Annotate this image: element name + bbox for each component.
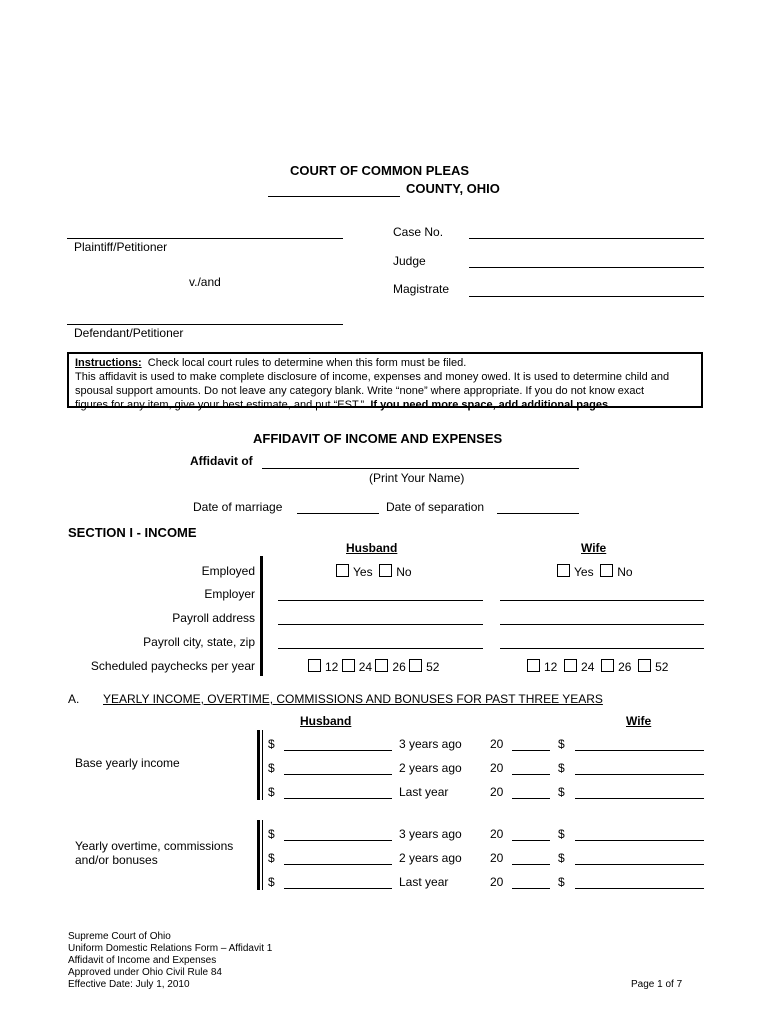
instructions-line4-bold: If you need more space, add additional pages. — [370, 399, 612, 411]
instructions-heading: Instructions: — [75, 357, 142, 369]
wife-base-2yr-line[interactable] — [575, 774, 704, 775]
currency-sign: $ — [558, 875, 565, 889]
currency-sign: $ — [268, 785, 275, 799]
wife-employed-yes-checkbox[interactable] — [557, 564, 570, 577]
wife-ot-2yr-line[interactable] — [575, 864, 704, 865]
husband-ot-3yr-line[interactable] — [284, 840, 392, 841]
case-no-field-line[interactable] — [469, 238, 704, 239]
husband-base-last-line[interactable] — [284, 798, 392, 799]
year-label-last-year: Last year — [399, 875, 449, 889]
currency-sign: $ — [558, 827, 565, 841]
husband-employed-group — [336, 564, 412, 579]
instructions-box — [67, 352, 703, 411]
wife-base-3yr-line[interactable] — [575, 750, 704, 751]
case-no-label: Case No. — [393, 225, 444, 239]
defendant-label: Defendant/Petitioner — [74, 326, 184, 340]
section-a-wife-header: Wife — [626, 714, 652, 728]
husband-ot-2yr-line[interactable] — [284, 864, 392, 865]
base-income-divider — [257, 730, 260, 800]
base-income-divider-thin — [262, 730, 263, 800]
husband-base-3yr-line[interactable] — [284, 750, 392, 751]
husband-ot-last-line[interactable] — [284, 888, 392, 889]
section1-title: SECTION I - INCOME — [68, 525, 197, 540]
husband-paycheck-52-checkbox[interactable] — [409, 659, 422, 672]
year-prefix: 20 — [490, 737, 504, 751]
year-label-2-years-ago: 2 years ago — [399, 761, 462, 775]
versus-label: v./and — [189, 275, 221, 289]
wife-ot-last-line[interactable] — [575, 888, 704, 889]
currency-sign: $ — [558, 851, 565, 865]
overtime-divider-thin — [262, 820, 263, 890]
employed-label: Employed — [201, 564, 255, 578]
plaintiff-label: Plaintiff/Petitioner — [74, 240, 168, 254]
paycheck-option-52: 52 — [426, 660, 440, 674]
instructions-line4: figures for any item, give your best estimate, and put “EST.” — [75, 399, 365, 411]
section-a-title: YEARLY INCOME, OVERTIME, COMMISSIONS AND BONUSES FOR PAST THREE YEARS — [103, 692, 603, 706]
payroll-city-label: Payroll city, state, zip — [143, 635, 255, 649]
magistrate-field-line[interactable] — [469, 296, 704, 297]
husband-payroll-city-line[interactable] — [278, 648, 483, 649]
year-prefix: 20 — [490, 827, 504, 841]
court-title: COURT OF COMMON PLEAS — [290, 163, 470, 178]
affidavit-title: AFFIDAVIT OF INCOME AND EXPENSES — [253, 431, 503, 446]
paycheck-option-52: 52 — [655, 660, 669, 674]
judge-label: Judge — [393, 254, 426, 268]
year-label-2-years-ago: 2 years ago — [399, 851, 462, 865]
overtime-label-line1: Yearly overtime, commissions — [75, 839, 234, 853]
footer-line2: Uniform Domestic Relations Form – Affidavit 1 — [68, 943, 273, 954]
currency-sign: $ — [268, 761, 275, 775]
ot-3yr-year-line[interactable] — [512, 840, 550, 841]
base-3yr-year-line[interactable] — [512, 750, 550, 751]
year-prefix: 20 — [490, 785, 504, 799]
year-prefix: 20 — [490, 761, 504, 775]
currency-sign: $ — [268, 851, 275, 865]
wife-paycheck-24-checkbox[interactable] — [564, 659, 577, 672]
wife-ot-3yr-line[interactable] — [575, 840, 704, 841]
paycheck-option-12: 12 — [325, 660, 339, 674]
base-last-year-line[interactable] — [512, 798, 550, 799]
year-label-3-years-ago: 3 years ago — [399, 737, 462, 751]
husband-employed-no-checkbox[interactable] — [379, 564, 392, 577]
base-income-label: Base yearly income — [75, 756, 180, 770]
husband-paycheck-12-checkbox[interactable] — [308, 659, 321, 672]
payroll-address-label: Payroll address — [172, 611, 255, 625]
ot-2yr-year-line[interactable] — [512, 864, 550, 865]
section-a-husband-header: Husband — [300, 714, 352, 728]
paycheck-option-12: 12 — [544, 660, 558, 674]
defendant-field-line[interactable] — [67, 324, 343, 325]
section1-husband-header: Husband — [346, 541, 398, 555]
footer-line1: Supreme Court of Ohio — [68, 931, 171, 942]
currency-sign: $ — [268, 737, 275, 751]
currency-sign: $ — [558, 761, 565, 775]
date-of-marriage-line[interactable] — [297, 513, 379, 514]
affidavit-of-label: Affidavit of — [190, 454, 253, 468]
instructions-line3: spousal support amounts. Do not leave any category blank. Write “none” where appropriate. If you do not know exact — [75, 385, 645, 397]
wife-paycheck-52-checkbox[interactable] — [638, 659, 651, 672]
wife-payroll-city-line[interactable] — [500, 648, 704, 649]
section1-wife-header: Wife — [581, 541, 607, 555]
paycheck-option-24: 24 — [358, 660, 373, 674]
year-label-last-year: Last year — [399, 785, 449, 799]
ot-last-year-line[interactable] — [512, 888, 550, 889]
date-of-separation-label: Date of separation — [386, 500, 485, 514]
year-prefix: 20 — [490, 875, 504, 889]
plaintiff-field-line[interactable] — [67, 238, 343, 239]
judge-field-line[interactable] — [469, 267, 704, 268]
wife-employed-no-checkbox[interactable] — [600, 564, 613, 577]
currency-sign: $ — [558, 785, 565, 799]
year-label-3-years-ago: 3 years ago — [399, 827, 462, 841]
paycheck-option-26: 26 — [618, 660, 632, 674]
no-label: No — [396, 565, 412, 579]
husband-employed-yes-checkbox[interactable] — [336, 564, 349, 577]
husband-payroll-address-line[interactable] — [278, 624, 483, 625]
instructions-line2: This affidavit is used to make complete disclosure of income, expenses and money owed. It is used to determine child and — [75, 371, 670, 383]
section-a-letter: A. — [68, 692, 80, 706]
husband-base-2yr-line[interactable] — [284, 774, 392, 775]
year-prefix: 20 — [490, 851, 504, 865]
employer-label: Employer — [204, 587, 255, 601]
yes-label: Yes — [353, 565, 373, 579]
base-2yr-year-line[interactable] — [512, 774, 550, 775]
husband-employer-line[interactable] — [278, 600, 483, 601]
page-number: Page 1 of 7 — [631, 979, 683, 990]
wife-paycheck-12-checkbox[interactable] — [527, 659, 540, 672]
section1-divider — [260, 556, 263, 676]
paychecks-label: Scheduled paychecks per year — [90, 659, 255, 673]
print-name-hint: (Print Your Name) — [369, 471, 465, 485]
wife-paycheck-26-checkbox[interactable] — [601, 659, 614, 672]
date-of-separation-line[interactable] — [497, 513, 579, 514]
wife-base-last-line[interactable] — [575, 798, 704, 799]
husband-paychecks-group — [308, 659, 439, 674]
wife-employer-line[interactable] — [500, 600, 704, 601]
instructions-line1: Check local court rules to determine when this form must be filed. — [147, 357, 467, 369]
husband-paycheck-24-checkbox[interactable] — [342, 659, 355, 672]
county-label: COUNTY, OHIO — [406, 181, 500, 196]
currency-sign: $ — [268, 827, 275, 841]
currency-sign: $ — [558, 737, 565, 751]
husband-paycheck-26-checkbox[interactable] — [375, 659, 388, 672]
affiant-name-line[interactable] — [262, 468, 579, 469]
yes-label: Yes — [574, 565, 594, 579]
footer-line5: Effective Date: July 1, 2010 — [68, 979, 190, 990]
wife-paychecks-group — [527, 659, 668, 674]
footer-line4: Approved under Ohio Civil Rule 84 — [68, 967, 222, 978]
wife-employed-group — [557, 564, 633, 579]
county-field-line[interactable] — [268, 196, 400, 197]
currency-sign: $ — [268, 875, 275, 889]
overtime-label-line2: and/or bonuses — [75, 853, 158, 867]
magistrate-label: Magistrate — [393, 282, 450, 296]
date-of-marriage-label: Date of marriage — [193, 500, 283, 514]
paycheck-option-26: 26 — [392, 660, 406, 674]
paycheck-option-24: 24 — [581, 660, 595, 674]
footer-line3: Affidavit of Income and Expenses — [68, 955, 217, 966]
no-label: No — [617, 565, 633, 579]
wife-payroll-address-line[interactable] — [500, 624, 704, 625]
overtime-divider — [257, 820, 260, 890]
